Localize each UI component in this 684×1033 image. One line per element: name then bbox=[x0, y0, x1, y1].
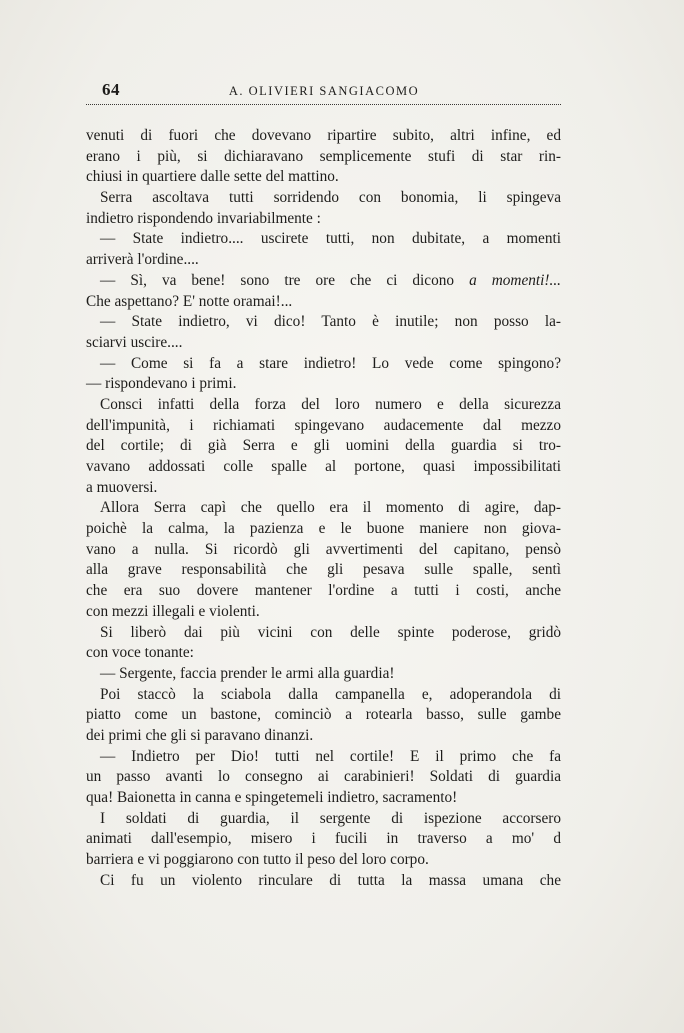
text-line: a muoversi. bbox=[86, 478, 158, 496]
text-line: — State indietro, vi dico! Tanto è inutile; non posso la- bbox=[100, 313, 561, 331]
page-number: 64 bbox=[102, 80, 120, 99]
text-line: del cortile; di già Serra e gli uomini della guardia si tro- bbox=[86, 437, 561, 455]
text-line: con voce tonante: bbox=[86, 644, 194, 662]
text-line: un passo avanti lo consegno ai carabinieri! Soldati di guardia bbox=[86, 768, 561, 786]
text-line: barriera e vi poggiarono con tutto il peso del loro corpo. bbox=[86, 851, 429, 869]
text-line: arriverà l'ordine.... bbox=[86, 251, 199, 269]
running-title: A. OLIVIERI SANGIACOMO bbox=[228, 84, 420, 98]
text-line: — Sì, va bene! sono tre ore che ci dicono a momenti!... bbox=[100, 271, 561, 289]
text-line: venuti di fuori che dovevano ripartire subito, altri infine, ed bbox=[86, 127, 561, 144]
text-line: Allora Serra capì che quello era il momento di agire, dap- bbox=[100, 499, 561, 517]
text-line: Consci infatti della forza del loro numero e della sicurezza bbox=[100, 395, 561, 413]
text-line: I soldati di guardia, il sergente di ispezione accorsero bbox=[100, 809, 561, 827]
text-line: con mezzi illegali e violenti. bbox=[86, 602, 260, 620]
text-line: — State indietro.... uscirete tutti, non dubitate, a momenti bbox=[100, 230, 561, 248]
text-line: — Come si fa a stare indietro! Lo vede come spingono? bbox=[100, 354, 561, 372]
text-line: Si liberò dai più vicini con delle spinte poderose, gridò bbox=[100, 623, 561, 641]
text-line: chiusi in quartiere dalle sette del mattino. bbox=[86, 168, 339, 186]
text-line: che era suo dovere mantener l'ordine a tutti i costi, anche bbox=[86, 582, 561, 600]
text-line: qua! Baionetta in canna e spingetemeli indietro, sacramento! bbox=[86, 789, 458, 806]
text-line: Serra ascoltava tutti sorridendo con bonomia, li spingeva bbox=[100, 189, 561, 207]
text-line: Ci fu un violento rinculare di tutta la massa umana che bbox=[100, 871, 561, 889]
text-line: — Sergente, faccia prender le armi alla guardia! bbox=[100, 664, 395, 682]
text-line: — Indietro per Dio! tutti nel cortile! E il primo che fa bbox=[100, 747, 561, 765]
text-line: indietro rispondendo invariabilmente : bbox=[86, 209, 321, 227]
text-line: poichè la calma, la pazienza e le buone maniere non giova- bbox=[86, 520, 561, 538]
header-rule bbox=[86, 104, 561, 105]
body-text bbox=[86, 126, 561, 891]
text-line: vano a nulla. Si ricordò gli avvertimenti del capitano, pensò bbox=[86, 540, 561, 558]
text-line: alla grave responsabilità che gli pesava sulle spalle, sentì bbox=[86, 561, 561, 579]
text-line: dell'impunità, i richiamati spingevano audacemente dal mezzo bbox=[86, 416, 561, 434]
text-line: Che aspettano? E' notte oramai!... bbox=[86, 292, 293, 310]
text-line: animati dall'esempio, misero i fucili in traverso a mo' d bbox=[86, 830, 561, 848]
text-line: piatto come un bastone, cominciò a rotearla basso, sulle gambe bbox=[86, 706, 561, 724]
running-head bbox=[87, 80, 561, 104]
text-line: erano i più, si dichiaravano semplicemente stufi di star rin- bbox=[86, 147, 561, 165]
text-line: Poi staccò la sciabola dalla campanella e, adoperandola di bbox=[100, 685, 561, 703]
text-line: sciarvi uscire.... bbox=[86, 333, 183, 351]
text-line: — rispondevano i primi. bbox=[86, 375, 237, 393]
text-line: dei primi che gli si paravano dinanzi. bbox=[86, 726, 314, 744]
text-line: vavano addossati colle spalle al portone, quasi impossibilitati bbox=[86, 458, 561, 475]
